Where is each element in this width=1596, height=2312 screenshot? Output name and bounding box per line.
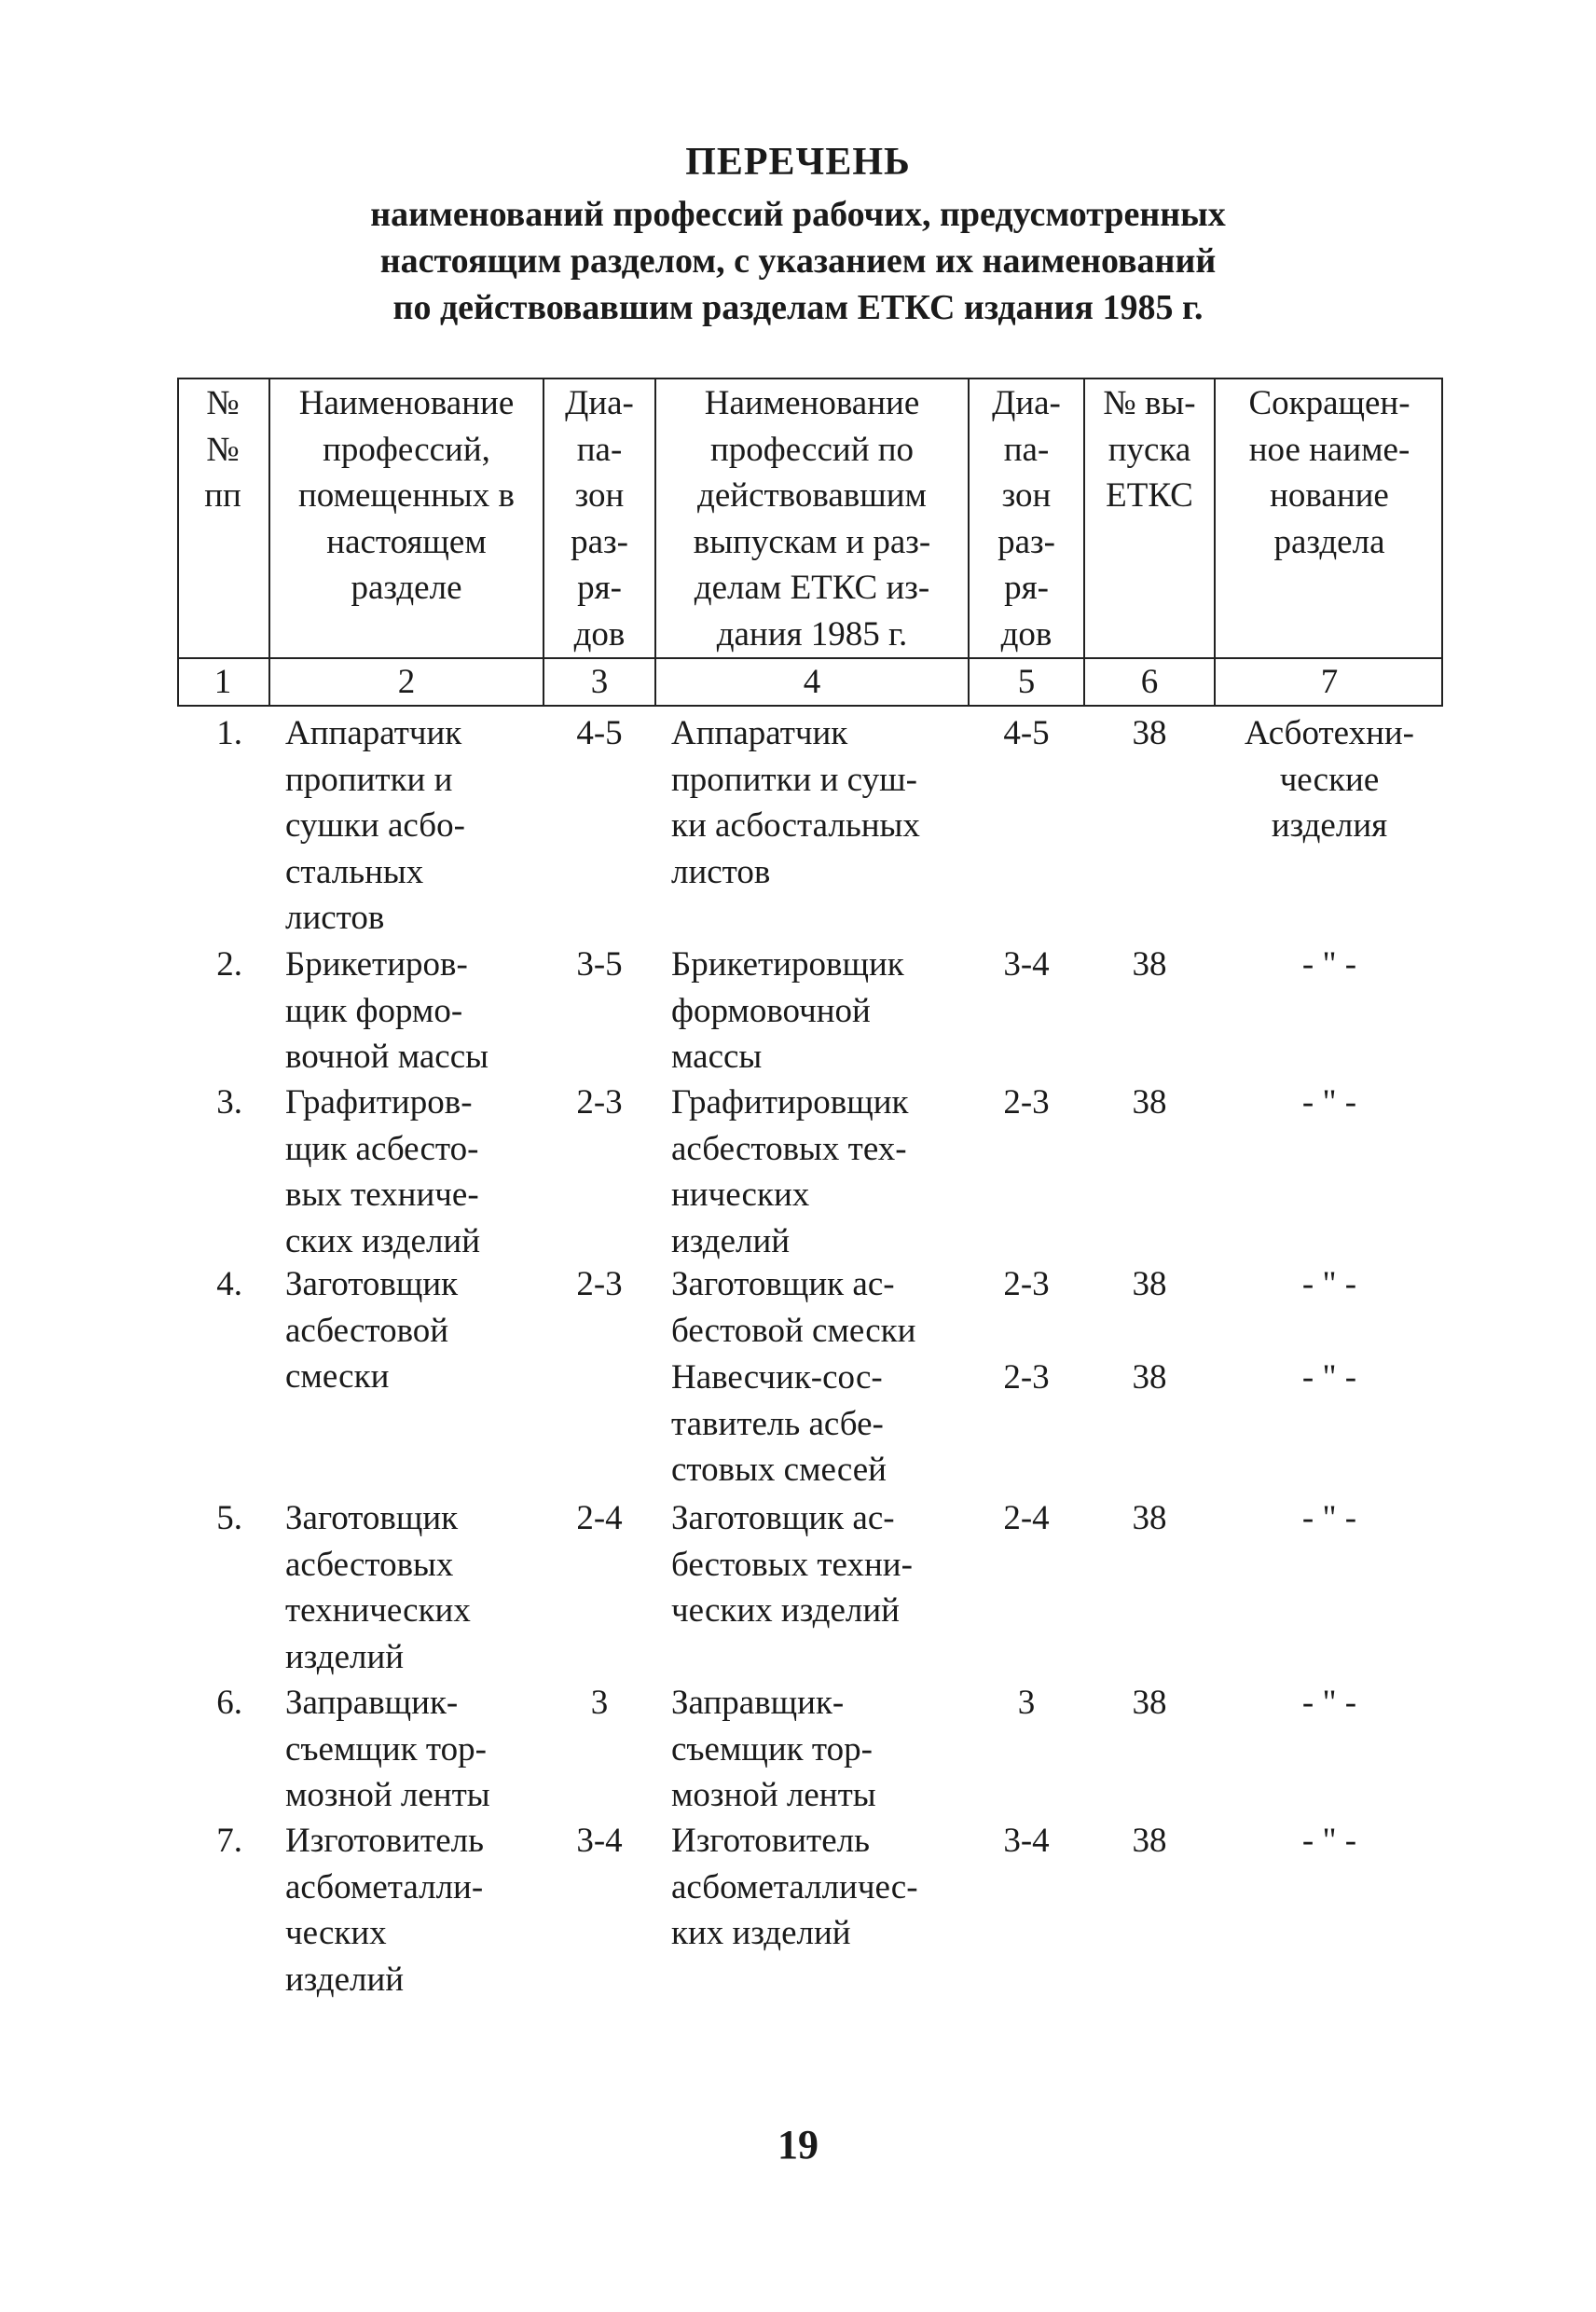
profession-name-new: Брикетиров- щик формо- вочной массы (285, 945, 489, 1076)
column-number: 4 (803, 663, 821, 701)
grade-range-new: 4-5 (576, 714, 623, 752)
profession-name-new: Изготовитель асбометалли- ческих изделий (285, 1822, 484, 1999)
profession-name-old: Изготовитель асбометалличес- ких изделий (671, 1822, 918, 1952)
grade-range-old: 3-4 (1003, 1822, 1050, 1860)
column-number: 5 (1017, 663, 1036, 701)
etks-issue: 38 (1132, 1358, 1167, 1397)
profession-name-new: Заправщик- съемщик тор- мозной ленты (285, 1684, 490, 1814)
header-col-4: Наименование профессий по действовавшим выпускам и раз- делам ЕТКС из- дания 1985 г. (693, 384, 931, 654)
row-number: 2. (216, 945, 242, 984)
row-number: 5. (216, 1499, 242, 1537)
header-col-3: Диа- па- зон раз- ря- дов (565, 384, 634, 654)
profession-name-new: Заготовщик асбестовых технических изделий (285, 1499, 471, 1676)
subtitle-line: настоящим разделом, с указанием их наименований (379, 241, 1217, 281)
grade-range-old: 2-3 (1003, 1083, 1050, 1122)
section-name: - " - (1301, 1083, 1357, 1122)
profession-name-old: Графитировщик асбестовых тех- нических изделий (671, 1083, 909, 1260)
header-col-5: Диа- па- зон раз- ря- дов (992, 384, 1061, 654)
grade-range-new: 3-4 (576, 1822, 623, 1860)
profession-name-old: Аппаратчик пропитки и суш- ки асбостальных листов (671, 714, 920, 891)
section-name: Асботехни- ческие изделия (1244, 714, 1415, 845)
subtitle-line: наименований профессий рабочих, предусмотренных (370, 195, 1226, 234)
profession-name-old: Заготовщик ас- бестовой смески (671, 1265, 916, 1350)
column-number: 7 (1320, 663, 1339, 701)
section-name: - " - (1301, 1684, 1357, 1722)
profession-name-old: Заготовщик ас- бестовых техни- ческих изделий (671, 1499, 913, 1630)
header-col-1: № № пп (204, 384, 241, 515)
section-name: - " - (1301, 1358, 1357, 1397)
row-number: 7. (216, 1822, 242, 1860)
etks-issue: 38 (1132, 1083, 1167, 1122)
section-name: - " - (1301, 945, 1357, 984)
profession-name-new: Аппаратчик пропитки и сушки асбо- стальных листов (285, 714, 465, 937)
document-title: ПЕРЕЧЕНЬ (685, 141, 911, 184)
profession-name-old: Навесчик-сос- тавитель асбе- стовых смесей (671, 1358, 887, 1489)
profession-name-old: Заправщик- съемщик тор- мозной ленты (671, 1684, 876, 1814)
header-col-7: Сокращен- ное наиме- нование раздела (1248, 384, 1410, 561)
profession-name-old: Брикетировщик формовочной массы (671, 945, 904, 1076)
header-col-2: Наименование профессий, помещенных в настоящем разделе (297, 384, 516, 607)
etks-issue: 38 (1132, 1499, 1167, 1537)
grade-range-old: 4-5 (1003, 714, 1050, 752)
etks-issue: 38 (1132, 1684, 1167, 1722)
section-name: - " - (1301, 1265, 1357, 1303)
document-subtitle (0, 191, 1596, 331)
row-number: 1. (216, 714, 242, 752)
grade-range-old: 2-3 (1003, 1358, 1050, 1397)
column-number: 3 (590, 663, 609, 701)
row-number: 4. (216, 1265, 242, 1303)
grade-range-old: 2-4 (1003, 1499, 1050, 1537)
etks-issue: 38 (1132, 1822, 1167, 1860)
column-number: 2 (397, 663, 416, 701)
subtitle-line: по действовавшим разделам ЕТКС издания 1985 г. (392, 288, 1204, 327)
grade-range-new: 3-5 (576, 945, 623, 984)
etks-issue: 38 (1132, 945, 1167, 984)
section-name: - " - (1301, 1499, 1357, 1537)
profession-name-new: Заготовщик асбестовой смески (285, 1265, 459, 1396)
grade-range-new: 2-4 (576, 1499, 623, 1537)
etks-issue: 38 (1132, 714, 1167, 752)
grade-range-new: 3 (590, 1684, 609, 1722)
page-number: 19 (777, 2122, 819, 2168)
row-number: 6. (216, 1684, 242, 1722)
grade-range-old: 3-4 (1003, 945, 1050, 984)
row-number: 3. (216, 1083, 242, 1122)
column-number: 1 (213, 663, 232, 701)
header-col-6: № вы- пуска ЕТКС (1103, 384, 1196, 515)
grade-range-old: 2-3 (1003, 1265, 1050, 1303)
section-name: - " - (1301, 1822, 1357, 1860)
grade-range-old: 3 (1017, 1684, 1036, 1722)
etks-issue: 38 (1132, 1265, 1167, 1303)
profession-name-new: Графитиров- щик асбесто- вых техниче- ских изделий (285, 1083, 481, 1260)
grade-range-new: 2-3 (576, 1083, 623, 1122)
grade-range-new: 2-3 (576, 1265, 623, 1303)
column-number: 6 (1140, 663, 1159, 701)
